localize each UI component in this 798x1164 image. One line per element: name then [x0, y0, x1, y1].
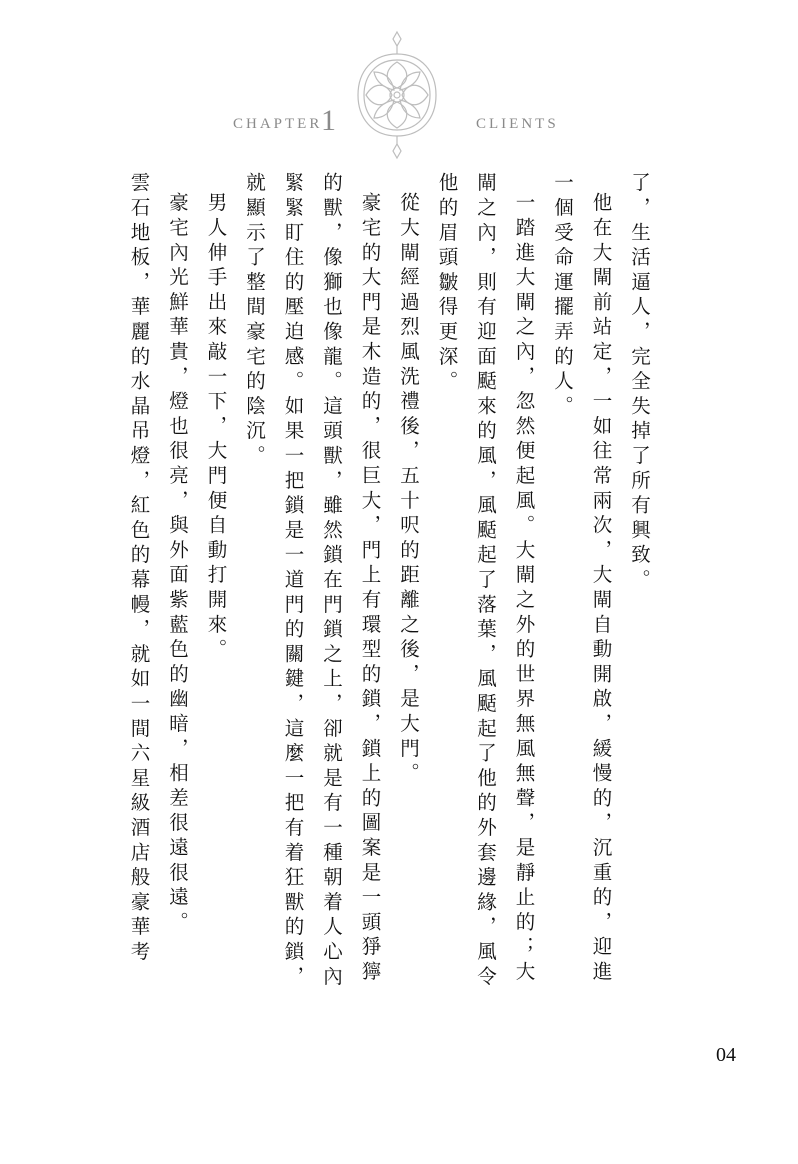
paragraph-2: 他在大閘前站定，一如往常兩次，大閘自動開啟，緩慢的，沉重的，迎進一個受命運擺弄的人。: [551, 172, 613, 986]
chapter-label: CHAPTER: [233, 116, 323, 132]
paragraph-1: 了，生活逼人，完全失掉了所有興致。: [628, 172, 651, 594]
page-number: 04: [716, 1044, 736, 1066]
celtic-knot-ornament-icon: [352, 30, 442, 160]
vertical-body-text: [119, 172, 658, 1002]
paragraph-3: 一踏進大閘之內，忽然便起風。大閘之外的世界無風無聲，是靜止的；大閘之內，則有迎面颳來的風，風颳起了落葉，風颳起了他的外套邊緣，風令他的眉頭皺得更深。: [435, 172, 536, 991]
paragraph-6: 男人伸手出來敲一下，大門便自動打開來。: [204, 191, 228, 663]
paragraph-7: 豪宅內光鮮華貴，燈也很亮，與外面紫藍色的幽暗，相差很遠很遠。: [166, 191, 189, 936]
paragraph-5: 豪宅的大門是木造的，很巨大，門上有環型的鎖，鎖上的圖案是一頭猙獰的獸，像獅也像龍。這頭獸，雖然鎖在門鎖之上，卻就是有一種朝着人心內緊緊盯住的壓迫感。如果一把鎖是一道門的關鍵，這麼一把有着狂獸的鎖，就顯示了整間豪宅的陰沉。: [243, 172, 382, 991]
paragraph-4: 從大閘經過烈風洗禮後，五十呎的距離之後，是大門。: [397, 191, 420, 787]
chapter-title: CLIENTS: [476, 116, 559, 132]
paragraph-8: 雲石地板，華麗的水晶吊燈，紅色的幕幔，就如一間六星級酒店般豪華考: [127, 172, 151, 966]
chapter-number: 1: [321, 104, 336, 137]
